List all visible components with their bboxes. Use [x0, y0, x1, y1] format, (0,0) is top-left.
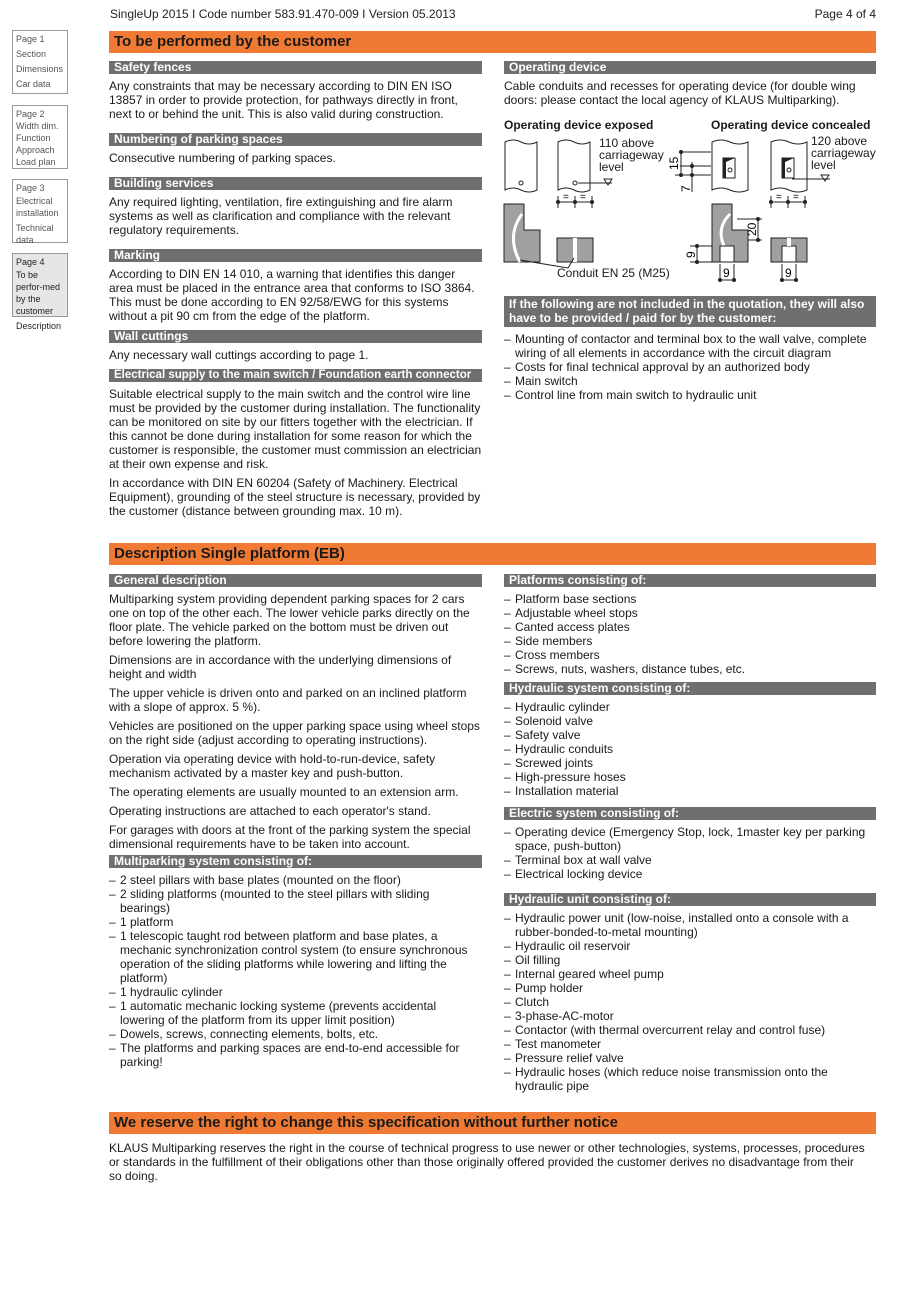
- paragraph: The upper vehicle is driven onto and parked on an inclined platform with a slope of approx. 5 %).: [109, 686, 467, 714]
- heading-operating-device: Operating device: [504, 61, 876, 74]
- list-item: – Adjustable wheel stops: [504, 606, 876, 620]
- list-item: – 1 platform: [109, 915, 482, 929]
- heading-building-services: Building services: [109, 177, 482, 190]
- list-item: – Electrical locking device: [504, 867, 876, 881]
- nav-page-2[interactable]: [12, 105, 68, 169]
- text-marking: According to DIN EN 14 010, a warning that identifies this danger area must be placed in the entrance area that conforms to ISO 3864. This must be done according to EN 92/58/EWG for this systems without a pit 90 cm from the edge of the platform.: [109, 267, 475, 323]
- list-item: – Main switch: [504, 374, 876, 388]
- list-item: – Pump holder: [504, 981, 876, 995]
- list-item: – 2 steel pillars with base plates (mounted on the floor): [109, 873, 482, 887]
- list-item: – Screwed joints: [504, 756, 876, 770]
- text-electrical-supply-1: Suitable electrical supply to the main switch and the control wire line must be provided by the customer during installation. The functionality can be monitored on site by our fitters together with the electrician. If this cannot be done during installation for some reason for which the customer is responsible, the customer must commission an electrician at their own expense and risk.: [109, 387, 482, 471]
- section-banner-description: Description Single platform (EB): [109, 543, 876, 565]
- document-meta: SingleUp 2015 I Code number 583.91.470-009 I Version 05.2013: [110, 7, 456, 21]
- nav-page-3[interactable]: [12, 179, 68, 243]
- dim-equal: =: [563, 192, 569, 203]
- list-item: – Oil filling: [504, 953, 876, 967]
- nav-item-car-data[interactable]: Car data: [16, 79, 51, 89]
- text-operating-device: Cable conduits and recesses for operating device (for double wing doors: please contact the local agency of KLAUS Multiparking).: [504, 79, 856, 107]
- list-item: – Platform base sections: [504, 592, 876, 606]
- diagram-title-concealed: Operating device concealed: [711, 118, 871, 132]
- svg-text:=: =: [776, 192, 782, 203]
- nav-page-1[interactable]: [12, 30, 68, 94]
- nav-item-function[interactable]: Function: [16, 133, 51, 143]
- page-indicator: Page 4 of 4: [814, 7, 876, 21]
- nav-item-load-plan[interactable]: Load plan: [16, 157, 56, 167]
- list-item: – Screws, nuts, washers, distance tubes, etc.: [504, 662, 876, 676]
- list-item: – Control line from main switch to hydraulic unit: [504, 388, 876, 402]
- list-item: – Test manometer: [504, 1037, 876, 1051]
- customer-left-column: [109, 61, 482, 523]
- nav-page-4[interactable]: [12, 253, 68, 331]
- list-item: – Installation material: [504, 784, 876, 798]
- nav-item-to-be-performed[interactable]: To be perfor-med by the customer: [16, 270, 61, 316]
- list-item: – Clutch: [504, 995, 876, 1009]
- list-item: – Canted access plates: [504, 620, 876, 634]
- section-banner-customer: To be performed by the customer: [109, 31, 876, 53]
- list-item: – Hydraulic oil reservoir: [504, 939, 876, 953]
- list-item: – Hydraulic cylinder: [504, 700, 876, 714]
- paragraph: Dimensions are in accordance with the underlying dimensions of height and width: [109, 653, 452, 681]
- label-concealed-height: 120 above carriageway level: [811, 134, 876, 172]
- description-left-column: [109, 574, 482, 1077]
- customer-right-column: [504, 61, 876, 112]
- list-item: – 3-phase-AC-motor: [504, 1009, 876, 1023]
- paragraph: Vehicles are positioned on the upper parking space using wheel stops on the right side (adjust according to operating instructions).: [109, 719, 480, 747]
- list-item: – The platforms and parking spaces are end-to-end accessible for parking!: [109, 1041, 482, 1069]
- list-item: – Contactor (with thermal overcurrent relay and control fuse): [504, 1023, 876, 1037]
- paragraph: Operation via operating device with hold-to-run-device, safety mechanism activated by a master key and push-button.: [109, 752, 436, 780]
- dim-9-left: 9: [723, 266, 730, 280]
- svg-text:=: =: [793, 192, 799, 203]
- dim-9-vertical: 9: [684, 251, 698, 258]
- section-banner-reserve: We reserve the right to change this specification without further notice: [109, 1112, 876, 1134]
- heading-numbering: Numbering of parking spaces: [109, 133, 482, 146]
- label-conduit: Conduit EN 25 (M25): [557, 266, 670, 280]
- text-wall-cuttings: Any necessary wall cuttings according to page 1.: [109, 348, 369, 362]
- list-item: – Mounting of contactor and terminal box to the wall valve, complete wiring of all elements in accordance with the circuit diagram: [504, 332, 876, 360]
- heading-additional-requirements: If the following are not included in the quotation, they will also have to be provided / paid for by the customer:: [504, 296, 876, 327]
- nav-page-label: Page 1: [16, 34, 45, 44]
- list-item: – Terminal box at wall valve: [504, 853, 876, 867]
- text-numbering: Consecutive numbering of parking spaces.: [109, 151, 336, 165]
- heading-safety-fences: Safety fences: [109, 61, 482, 74]
- paragraph: Multiparking system providing dependent parking spaces for 2 cars one on top of the other each. The lower vehicle parks directly on the floor plate. The vehicle parked on the bottom must be driven out before lowering the platform.: [109, 592, 470, 648]
- dim-9-right: 9: [785, 266, 792, 280]
- list-item: – Hydraulic conduits: [504, 742, 876, 756]
- list-item: – Dowels, screws, connecting elements, bolts, etc.: [109, 1027, 482, 1041]
- reserve-text: KLAUS Multiparking reserves the right in the course of technical progress to use newer or other technologies, systems, processes, procedures or standards in the fulfillment of their obligations other than those originally offered provided the customer derives no disadvantage from their so doing.: [109, 1141, 865, 1183]
- heading-multiparking-system: Multiparking system consisting of:: [109, 855, 482, 868]
- nav-item-description[interactable]: Description: [16, 321, 62, 331]
- platforms-list: [504, 592, 876, 676]
- paragraph: The operating elements are usually mounted to an extension arm.: [109, 785, 459, 799]
- list-item: – Hydraulic power unit (low-noise, installed onto a console with a rubber-bonded-to-metal mounting): [504, 911, 876, 939]
- heading-hydraulic-system: Hydraulic system consisting of:: [504, 682, 876, 695]
- text-electrical-supply-2: In accordance with DIN EN 60204 (Safety of Machinery. Electrical Equipment), grounding of the steel structure is necessary, provided by the customer (distance between grounding max. 10 m).: [109, 476, 481, 518]
- list-item: – 1 hydraulic cylinder: [109, 985, 482, 999]
- description-right-column: [504, 574, 876, 1101]
- svg-text:=: =: [580, 192, 586, 203]
- list-item: – Hydraulic hoses (which reduce noise transmission onto the hydraulic pipe: [504, 1065, 876, 1093]
- list-item: – Costs for final technical approval by an authorized body: [504, 360, 876, 374]
- list-item: – Safety valve: [504, 728, 876, 742]
- nav-item-section[interactable]: Section: [16, 49, 47, 59]
- nav-item-width-dim[interactable]: Width dim.: [16, 121, 59, 131]
- dim-20: 20: [745, 222, 759, 236]
- nav-item-technical-data[interactable]: Technical data: [16, 223, 54, 245]
- nav-page-label: Page 2: [16, 109, 45, 119]
- heading-electric-system: Electric system consisting of:: [504, 807, 876, 820]
- text-safety-fences: Any constraints that may be necessary according to DIN EN ISO 13857 in order to provide protection, for pathways directly in front, next to or behind the unit. This is also valid during construction.: [109, 79, 458, 121]
- hydraulic-unit-list: [504, 911, 876, 1093]
- list-item: – Cross members: [504, 648, 876, 662]
- nav-item-approach[interactable]: Approach: [16, 145, 55, 155]
- multiparking-list: [109, 873, 482, 1069]
- nav-item-electrical-installation[interactable]: Electrical installation: [16, 196, 59, 218]
- dim-7: 7: [679, 185, 693, 192]
- list-item: – 1 automatic mechanic locking systeme (prevents accidental lowering of the platform from its upper limit position): [109, 999, 482, 1027]
- electric-system-list: [504, 825, 876, 881]
- heading-marking: Marking: [109, 249, 482, 262]
- additional-requirements: [504, 296, 876, 410]
- heading-electrical-supply: Electrical supply to the main switch / Foundation earth connector: [109, 369, 482, 382]
- heading-hydraulic-unit: Hydraulic unit consisting of:: [504, 893, 876, 906]
- dim-15: 15: [667, 156, 681, 170]
- label-exposed-height: 110 above carriageway level: [599, 136, 664, 174]
- heading-platforms: Platforms consisting of:: [504, 574, 876, 587]
- list-item: – Pressure relief valve: [504, 1051, 876, 1065]
- list-item: – Side members: [504, 634, 876, 648]
- additional-requirements-list: [504, 332, 876, 402]
- text-building-services: Any required lighting, ventilation, fire extinguishing and fire alarm systems as well as clarification and compliance with the relevant regulatory requirements.: [109, 195, 453, 237]
- paragraph: For garages with doors at the front of the parking system the special dimensional requirements have to be taken into account.: [109, 823, 471, 851]
- nav-item-dimensions[interactable]: Dimensions: [16, 64, 64, 74]
- heading-general-description: General description: [109, 574, 482, 587]
- diagram-title-exposed: Operating device exposed: [504, 118, 654, 132]
- list-item: – 2 sliding platforms (mounted to the steel pillars with sliding bearings): [109, 887, 482, 915]
- list-item: – Solenoid valve: [504, 714, 876, 728]
- paragraph: Operating instructions are attached to each operator's stand.: [109, 804, 431, 818]
- list-item: – Internal geared wheel pump: [504, 967, 876, 981]
- list-item: – High-pressure hoses: [504, 770, 876, 784]
- list-item: – 1 telescopic taught rod between platform and base plates, a mechanic synchronization control system (to ensure synchronous operation of the sliding platforms while lowering and lifting the platform): [109, 929, 482, 985]
- hydraulic-system-list: [504, 700, 876, 798]
- nav-page-label: Page 4: [16, 257, 45, 267]
- nav-page-label: Page 3: [16, 183, 45, 193]
- list-item: – Operating device (Emergency Stop, lock, 1master key per parking space, push-button): [504, 825, 876, 853]
- heading-wall-cuttings: Wall cuttings: [109, 330, 482, 343]
